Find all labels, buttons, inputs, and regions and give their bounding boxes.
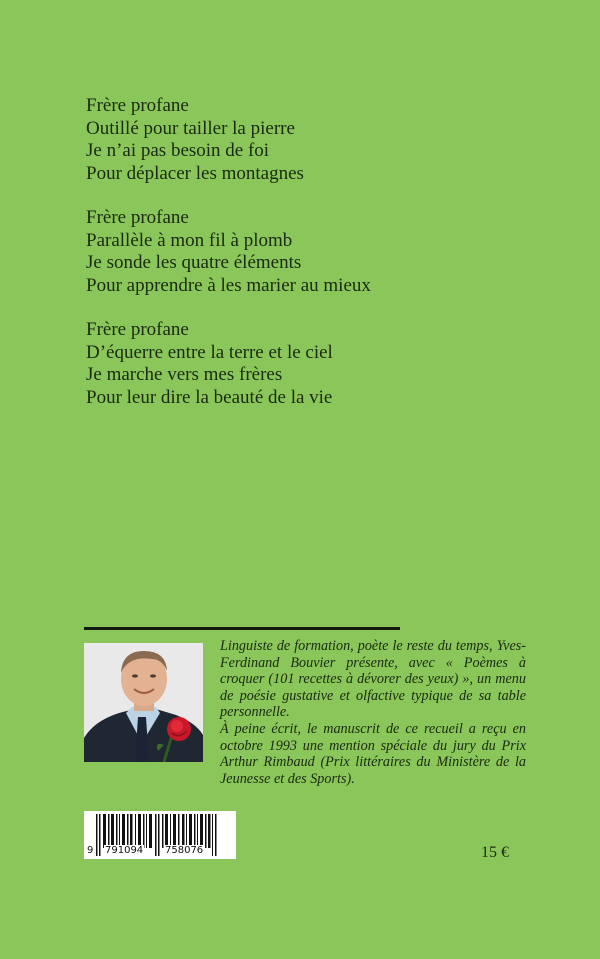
barcode-digits-left: 791094 [105,845,144,856]
barcode-digits-right: 758076 [165,845,204,856]
isbn-barcode [84,811,236,859]
bio-paragraph: À peine écrit, le manuscrit de ce recueil a reçu en octobre 1993 une mention spéciale du jury du Prix Arthur Rimbaud (Prix littéraires du Ministère de la Jeunesse et des Sports). [220,720,526,787]
poem-line: Parallèle à mon fil à plomb [86,229,293,251]
barcode-digit-prefix: 9 [87,845,94,856]
poem-line: Je sonde les quatre éléments [86,252,302,273]
poem-line: Je marche vers mes frères [86,364,283,385]
poem-line: Frère profane [86,207,189,228]
poem-line: Pour apprendre à les marier au mieux [86,274,371,296]
divider-rule [84,627,400,630]
poem [86,95,371,431]
barcode-digits [84,845,236,857]
author-photo [84,643,203,762]
poem-line: Pour leur dire la beauté de la vie [86,386,333,408]
price-label: 15 € [481,844,509,861]
poem-stanza-1 [86,95,371,185]
author-bio [220,638,526,787]
poem-line: Pour déplacer les montagnes [86,162,304,184]
poem-line: Frère profane [86,319,189,340]
bio-paragraph: Linguiste de formation, poète le reste du temps, Yves-Ferdinand Bouvier présente, avec « Poèmes à croquer (101 recettes à dévorer des yeux) », un menu de poésie gustative et olfactive typique de sa table personnelle. [220,638,526,721]
poem-line: D’équerre entre la terre et le ciel [86,341,333,363]
poem-line: Outillé pour tailler la pierre [86,117,295,139]
poem-line: Je n’ai pas besoin de foi [86,140,270,161]
portrait-illustration [84,643,203,762]
poem-line: Frère profane [86,95,189,116]
poem-stanza-2 [86,207,371,297]
poem-stanza-3 [86,319,371,409]
